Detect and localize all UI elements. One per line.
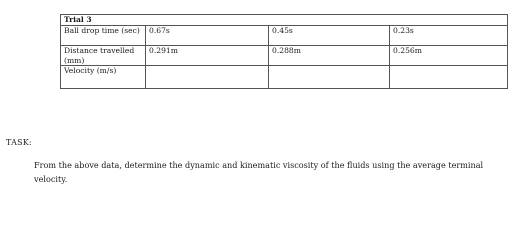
row-label: Velocity (m/s) xyxy=(61,66,146,89)
task-text: From the above data, determine the dynamic and kinematic viscosity of the fluids using the average terminal velocity. xyxy=(34,160,484,184)
table-row xyxy=(61,46,508,66)
table-cell xyxy=(146,66,269,89)
task-label: TASK: xyxy=(6,138,32,147)
table-cell: 0.23s xyxy=(390,26,508,46)
table-cell: 0.67s xyxy=(146,26,269,46)
row-label: Ball drop time (sec) xyxy=(61,26,146,46)
trial-table xyxy=(60,14,508,89)
table-title-row xyxy=(61,15,508,26)
table-row xyxy=(61,26,508,46)
table-row xyxy=(61,66,508,89)
table-cell: 0.256m xyxy=(390,46,508,66)
table-title: Trial 3 xyxy=(61,15,508,26)
table-cell xyxy=(269,66,390,89)
table-cell xyxy=(390,66,508,89)
table-cell: 0.291m xyxy=(146,46,269,66)
row-label: Distance travelled (mm) xyxy=(61,46,146,66)
table-cell: 0.288m xyxy=(269,46,390,66)
table-cell: 0.45s xyxy=(269,26,390,46)
